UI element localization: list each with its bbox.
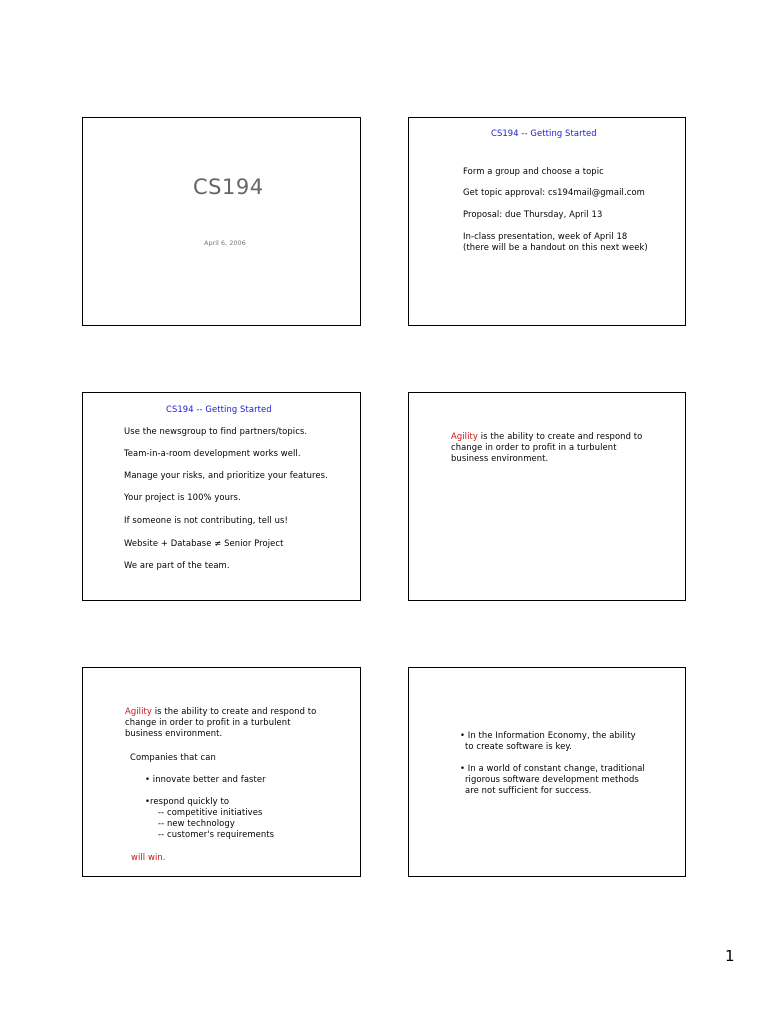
list-item: Manage your risks, and prioritize your features. [124,470,328,480]
closing-text: will win. [131,852,166,862]
slide-date: April 6, 2006 [204,239,246,247]
list-item: Companies that can [130,752,216,762]
list-item: • In the Information Economy, the ability [460,730,636,740]
definition-line [125,706,316,717]
list-item: -- customer's requirements [158,829,275,839]
slide-4 [408,392,686,601]
list-item: Proposal: due Thursday, April 13 [463,209,603,219]
list-item: Team-in-a-room development works well. [124,448,301,458]
list-item: In-class presentation, week of April 18 [463,231,628,241]
list-item: Use the newsgroup to find partners/topics. [124,426,308,436]
list-item: -- competitive initiatives [158,807,263,817]
list-item: rigorous software development methods [465,774,639,784]
list-item: Get topic approval: cs194mail@gmail.com [463,187,645,197]
slide-title: CS194 [193,175,264,199]
slide-5 [82,667,361,877]
slide-2 [408,117,686,326]
list-item: Your project is 100% yours. [124,492,241,502]
definition-line: change in order to profit in a turbulent [451,442,617,452]
highlight-word: Agility [125,706,152,716]
list-item: We are part of the team. [124,560,230,570]
slide-title: CS194 -- Getting Started [166,404,272,414]
list-item: are not sufficient for success. [465,785,592,795]
list-item: • In a world of constant change, traditional [460,763,645,773]
highlight-word: Agility [451,431,478,441]
slide-6 [408,667,686,877]
list-item: • innovate better and faster [145,774,266,784]
definition-line: business environment. [125,728,223,738]
list-item: to create software is key. [465,741,573,751]
definition-line [451,431,642,442]
slide-3 [82,392,361,601]
definition-line: business environment. [451,453,549,463]
slide-1 [82,117,361,326]
definition-text: is the ability to create and respond to [151,706,317,716]
list-item: (there will be a handout on this next week) [463,242,648,252]
definition-text: is the ability to create and respond to [477,431,643,441]
page-number: 1 [725,947,735,965]
slide-title: CS194 -- Getting Started [491,128,597,138]
list-item: •respond quickly to [145,796,230,806]
list-item: Form a group and choose a topic [463,166,604,176]
list-item: If someone is not contributing, tell us! [124,515,288,525]
list-item: -- new technology [158,818,235,828]
list-item: Website + Database ≠ Senior Project [124,538,284,548]
definition-line: change in order to profit in a turbulent [125,717,291,727]
